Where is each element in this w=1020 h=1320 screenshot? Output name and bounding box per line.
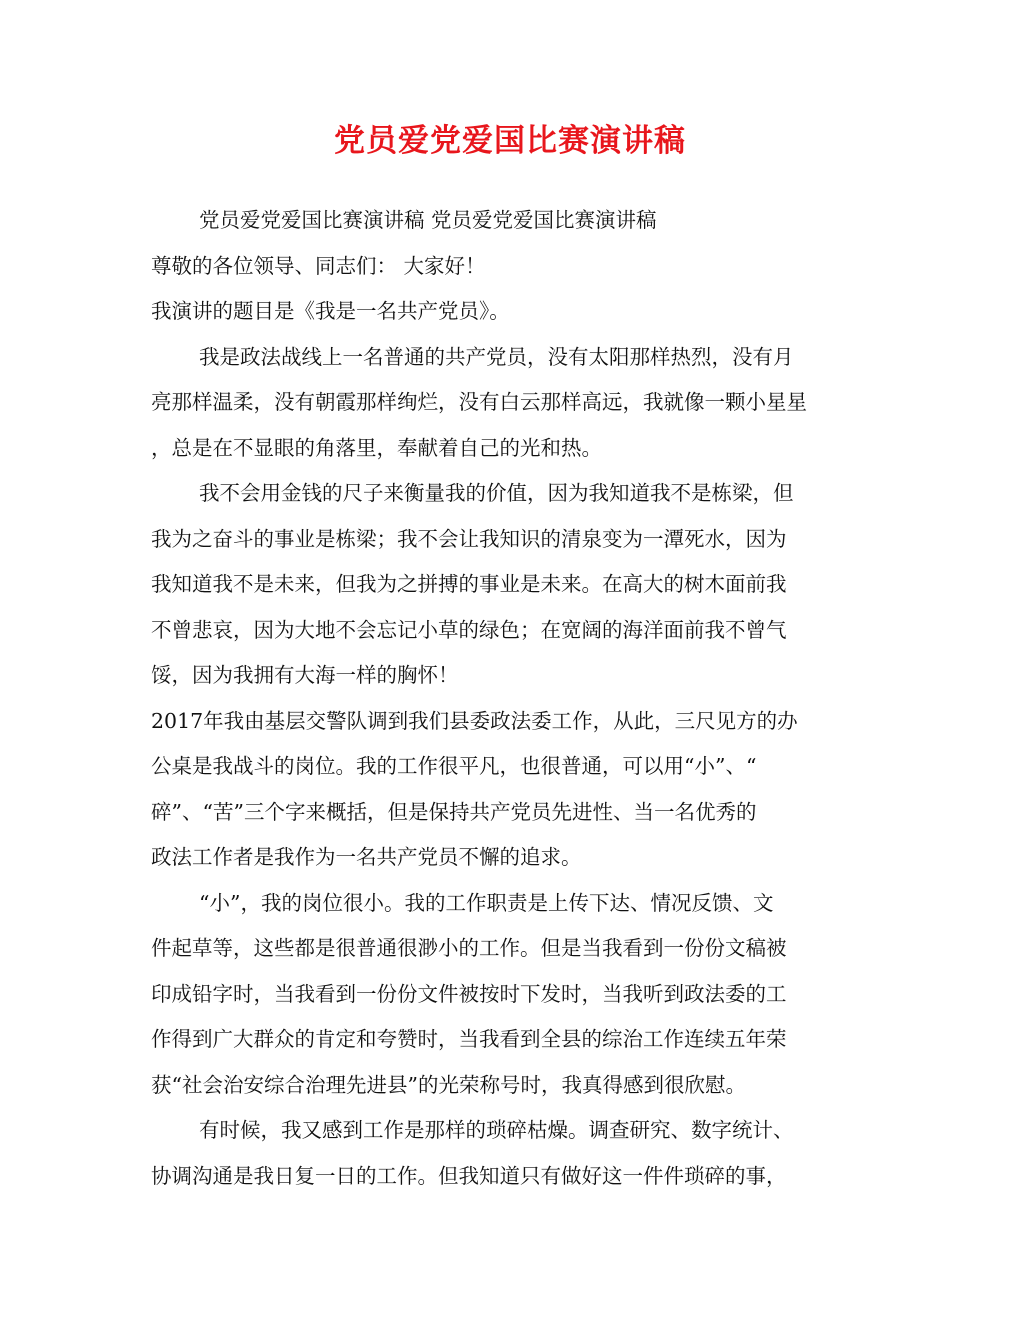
body-line: 我不会用金钱的尺子来衡量我的价值，因为我知道我不是栋梁，但	[199, 481, 794, 505]
body-line: 碎”、“苦”三个字来概括，但是保持共产党员先进性、当一名优秀的	[151, 799, 757, 824]
body-line: 我是政法战线上一名普通的共产党员，没有太阳那样热烈，没有月	[199, 344, 794, 369]
body-line: “小”，我的岗位很小。我的工作职责是上传下达、情况反馈、文	[199, 890, 774, 915]
body-line: 尊敬的各位领导、同志们： 大家好！	[151, 253, 486, 278]
document-body	[151, 198, 871, 1199]
body-line: 我知道我不是未来，但我为之拼搏的事业是未来。在高大的树木面前我	[151, 572, 787, 596]
body-line: 政法工作者是我作为一名共产党员不懈的追求。	[151, 845, 582, 869]
body-line: 馁，因为我拥有大海一样的胸怀！	[151, 663, 459, 687]
body-line: 协调沟通是我日复一日的工作。但我知道只有做好这一件件琐碎的事，	[151, 1163, 787, 1188]
body-line: 有时候，我又感到工作是那样的琐碎枯燥。调查研究、数字统计、	[199, 1118, 794, 1142]
document-title: 党员爱党爱国比赛演讲稿	[334, 123, 686, 159]
body-line: 作得到广大群众的肯定和夸赞时，当我看到全县的综治工作连续五年荣	[151, 1027, 787, 1051]
body-line: 我演讲的题目是《我是一名共产党员》。	[151, 299, 510, 323]
body-line: 不曾悲哀，因为大地不会忘记小草的绿色；在宽阔的海洋面前我不曾气	[151, 617, 787, 642]
body-line: 公桌是我战斗的岗位。我的工作很平凡，也很普通，可以用“小”、“	[151, 754, 757, 778]
body-line: 党员爱党爱国比赛演讲稿 党员爱党爱国比赛演讲稿	[199, 208, 657, 232]
body-line: 印成铅字时，当我看到一份份文件被按时下发时，当我听到政法委的工	[151, 981, 787, 1006]
body-line: 2017年我由基层交警队调到我们县委政法委工作，从此，三尺见方的办	[151, 708, 798, 733]
body-line: 获“社会治安综合治理先进县”的光荣称号时，我真得感到很欣慰。	[151, 1072, 746, 1097]
body-line: ，总是在不显眼的角落里，奉献着自己的光和热。	[151, 435, 602, 460]
body-line: 我为之奋斗的事业是栋梁；我不会让我知识的清泉变为一潭死水，因为	[151, 526, 787, 551]
body-line: 件起草等，这些都是很普通很渺小的工作。但是当我看到一份份文稿被	[151, 936, 787, 960]
body-line: 亮那样温柔，没有朝霞那样绚烂，没有白云那样高远，我就像一颗小星星	[151, 390, 807, 414]
